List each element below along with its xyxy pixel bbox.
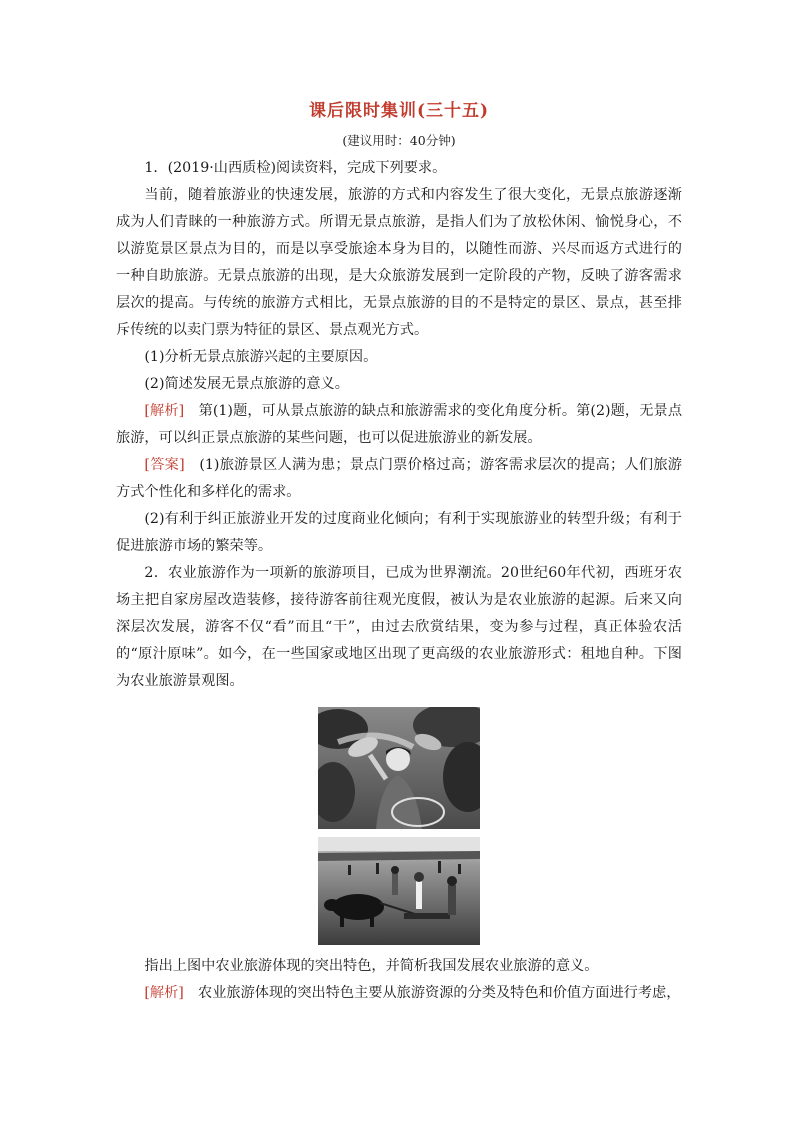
q1-stem: 1．(2019·山西质检)阅读资料，完成下列要求。 — [144, 160, 447, 176]
q1-answer — [116, 452, 682, 506]
q1-sub2: (2)简述发展无景点旅游的意义。 — [144, 376, 349, 392]
page-title: 课后限时集训(三十五) — [308, 101, 490, 121]
plowing-field-photo — [318, 837, 480, 945]
q1-material: 当前，随着旅游业的快速发展，旅游的方式和内容发生了很大变化，无景点旅游逐渐成为人们青睐的一种旅游方式。所谓无景点旅游，是指人们为了放松休闲、愉悦身心，不以游览景区景点为目的，而是以享受旅途本身为目的，以随性而游、兴尽而返方式进行的一种自助旅游。无景点旅游的出现，是大众旅游发展到一定阶段的产物，反映了游客需求层次的提高。与传统的旅游方式相比，无景点旅游的目的不是特定的景区、景点，甚至排斥传统的以卖门票为特征的景区、景点观光方式。 — [116, 187, 682, 338]
q2-analysis-text: 农业旅游体现的突出特色主要从旅游资源的分类及特色和价值方面进行考虑， — [183, 985, 681, 1001]
q2-question: 指出上图中农业旅游体现的突出特色，并简析我国发展农业旅游的意义。 — [144, 958, 599, 974]
q1-answer1-text: (1)旅游景区人满为患；景点门票价格过高；游客需求层次的提高；人们旅游方式个性化和多样化的需求。 — [116, 457, 682, 500]
agri-tourism-figure — [116, 707, 682, 945]
q1-sub1: (1)分析无景点旅游兴起的主要原因。 — [144, 349, 378, 365]
suggested-time: (建议用时：40分钟) — [342, 133, 456, 148]
answer-tag: [答案] — [144, 457, 185, 473]
q2-analysis — [116, 980, 682, 1007]
analysis-tag: [解析] — [144, 985, 184, 1001]
q1-analysis-text: 第(1)题，可从景点旅游的缺点和旅游需求的变化角度分析。第(2)题，无景点旅游，可以纠正景点旅游的某些问题，也可以促进旅游业的新发展。 — [116, 403, 683, 446]
q1-answer2: (2)有利于纠正旅游业开发的过度商业化倾向；有利于实现旅游业的转型升级；有利于促进旅游市场的繁荣等。 — [116, 511, 682, 554]
orchard-photo — [318, 707, 480, 829]
q2-material: 2．农业旅游作为一项新的旅游项目，已成为世界潮流。20世纪60年代初，西班牙农场主把自家房屋改造装修，接待游客前往观光度假，被认为是农业旅游的起源。后来又向深层次发展，游客不仅“看”而且“干”，由过去欣赏结果，变为参与过程，真正体验农活的“原汁原味”。如今，在一些国家或地区出现了更高级的农业旅游形式：租地自种。下图为农业旅游景观图。 — [116, 565, 682, 689]
q1-analysis — [116, 398, 682, 452]
document-page — [116, 96, 682, 1007]
analysis-tag: [解析] — [144, 403, 185, 419]
